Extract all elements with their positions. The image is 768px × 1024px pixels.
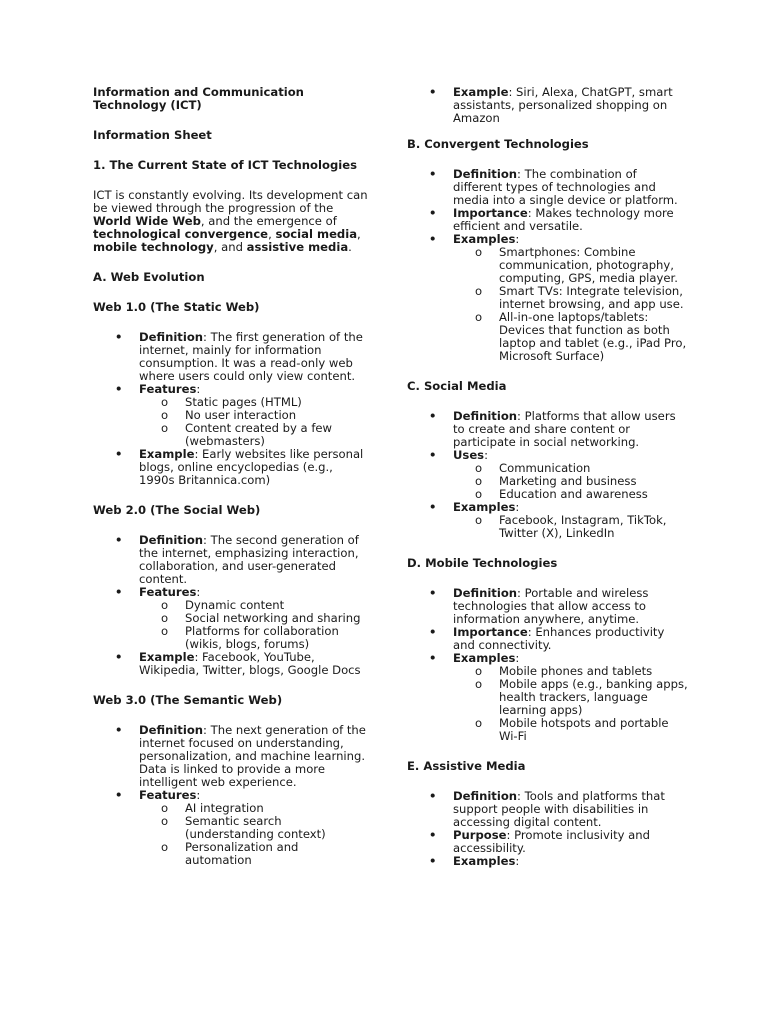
list-item: o Smart TVs: Integrate television, internet browsing, and app use. <box>407 285 689 311</box>
list-item: o Facebook, Instagram, TikTok, Twitter (X), LinkedIn <box>407 514 689 540</box>
title-line-1: Information and Communication <box>93 85 304 99</box>
intro-paragraph: ICT is constantly evolving. Its development can be viewed through the progression of the World Wide Web, and the emergence of technological convergence, social media, mobile technology, and assistive media. <box>93 188 368 254</box>
list-item: o Communication <box>407 462 689 475</box>
list-item: o Social networking and sharing <box>93 612 368 625</box>
convergent-importance: • Importance: Makes technology more efficient and versatile. <box>407 207 689 233</box>
web2-heading: Web 2.0 (The Social Web) <box>93 503 261 517</box>
list-item: o Education and awareness <box>407 488 689 501</box>
document-title <box>93 86 368 112</box>
list-item: o No user interaction <box>93 409 368 422</box>
mobile-examples: • Examples: <box>407 652 689 665</box>
list-item: o All-in-one laptops/tablets: Devices that function as both laptop and tablet (e.g., iPad Pro, Microsoft Surface) <box>407 311 689 363</box>
list-item: o Mobile hotspots and portable Wi-Fi <box>407 717 689 743</box>
social-definition: • Definition: Platforms that allow users to create and share content or participate in social networking. <box>407 410 689 449</box>
list-item: o Mobile phones and tablets <box>407 665 689 678</box>
list-item: o Mobile apps (e.g., banking apps, health trackers, language learning apps) <box>407 678 689 717</box>
social-list <box>407 410 689 540</box>
list-item: o Marketing and business <box>407 475 689 488</box>
social-examples: • Examples: <box>407 501 689 514</box>
section-heading-1: 1. The Current State of ICT Technologies <box>93 158 357 172</box>
list-item: o Dynamic content <box>93 599 368 612</box>
assistive-purpose: • Purpose: Promote inclusivity and accessibility. <box>407 829 689 855</box>
list-item: o Platforms for collaboration (wikis, blogs, forums) <box>93 625 368 651</box>
mobile-heading: D. Mobile Technologies <box>407 556 558 570</box>
web3-heading: Web 3.0 (The Semantic Web) <box>93 693 283 707</box>
list-item: o AI integration <box>93 802 368 815</box>
convergent-examples: • Examples: <box>407 233 689 246</box>
social-uses: • Uses: <box>407 449 689 462</box>
web2-features: • Features: <box>93 586 368 599</box>
list-item: o Semantic search (understanding context) <box>93 815 368 841</box>
web3-list <box>93 724 368 867</box>
mobile-definition: • Definition: Portable and wireless technologies that allow access to information anywhere, anytime. <box>407 587 689 626</box>
list-item: o Smartphones: Combine communication, photography, computing, GPS, media player. <box>407 246 689 285</box>
web-evolution-heading: A. Web Evolution <box>93 270 205 284</box>
assistive-definition: • Definition: Tools and platforms that support people with disabilities in accessing digital content. <box>407 790 689 829</box>
convergent-heading: B. Convergent Technologies <box>407 137 589 151</box>
web2-list <box>93 534 368 677</box>
assistive-heading: E. Assistive Media <box>407 759 526 773</box>
right-column <box>407 86 689 868</box>
mobile-list <box>407 587 689 743</box>
web1-list <box>93 331 368 487</box>
assistive-list <box>407 790 689 868</box>
web3-definition: • Definition: The next generation of the internet focused on understanding, personalization, and machine learning. Data is linked to provide a more intelligent web experience. <box>93 724 368 789</box>
social-heading: C. Social Media <box>407 379 507 393</box>
web3-example: • Example: Siri, Alexa, ChatGPT, smart assistants, personalized shopping on Amazon <box>407 86 689 125</box>
mobile-importance: • Importance: Enhances productivity and connectivity. <box>407 626 689 652</box>
convergent-definition: • Definition: The combination of different types of technologies and media into a single device or platform. <box>407 168 689 207</box>
left-column <box>93 86 368 867</box>
assistive-examples: • Examples: <box>407 855 689 868</box>
web1-features: • Features: <box>93 383 368 396</box>
title-line-2: Technology (ICT) <box>93 98 202 112</box>
web1-heading: Web 1.0 (The Static Web) <box>93 300 260 314</box>
list-item: o Content created by a few (webmasters) <box>93 422 368 448</box>
web3-example-list <box>407 86 689 125</box>
web2-definition: • Definition: The second generation of the internet, emphasizing interaction, collaboration, and user-generated content. <box>93 534 368 586</box>
list-item: o Static pages (HTML) <box>93 396 368 409</box>
web1-example: • Example: Early websites like personal blogs, online encyclopedias (e.g., 1990s Britannica.com) <box>93 448 368 487</box>
list-item: o Personalization and automation <box>93 841 368 867</box>
web1-definition: • Definition: The first generation of the internet, mainly for information consumption. It was a read-only web where users could only view content. <box>93 331 368 383</box>
web3-features: • Features: <box>93 789 368 802</box>
convergent-list <box>407 168 689 363</box>
document-subtitle: Information Sheet <box>93 128 212 142</box>
web2-example: • Example: Facebook, YouTube, Wikipedia, Twitter, blogs, Google Docs <box>93 651 368 677</box>
